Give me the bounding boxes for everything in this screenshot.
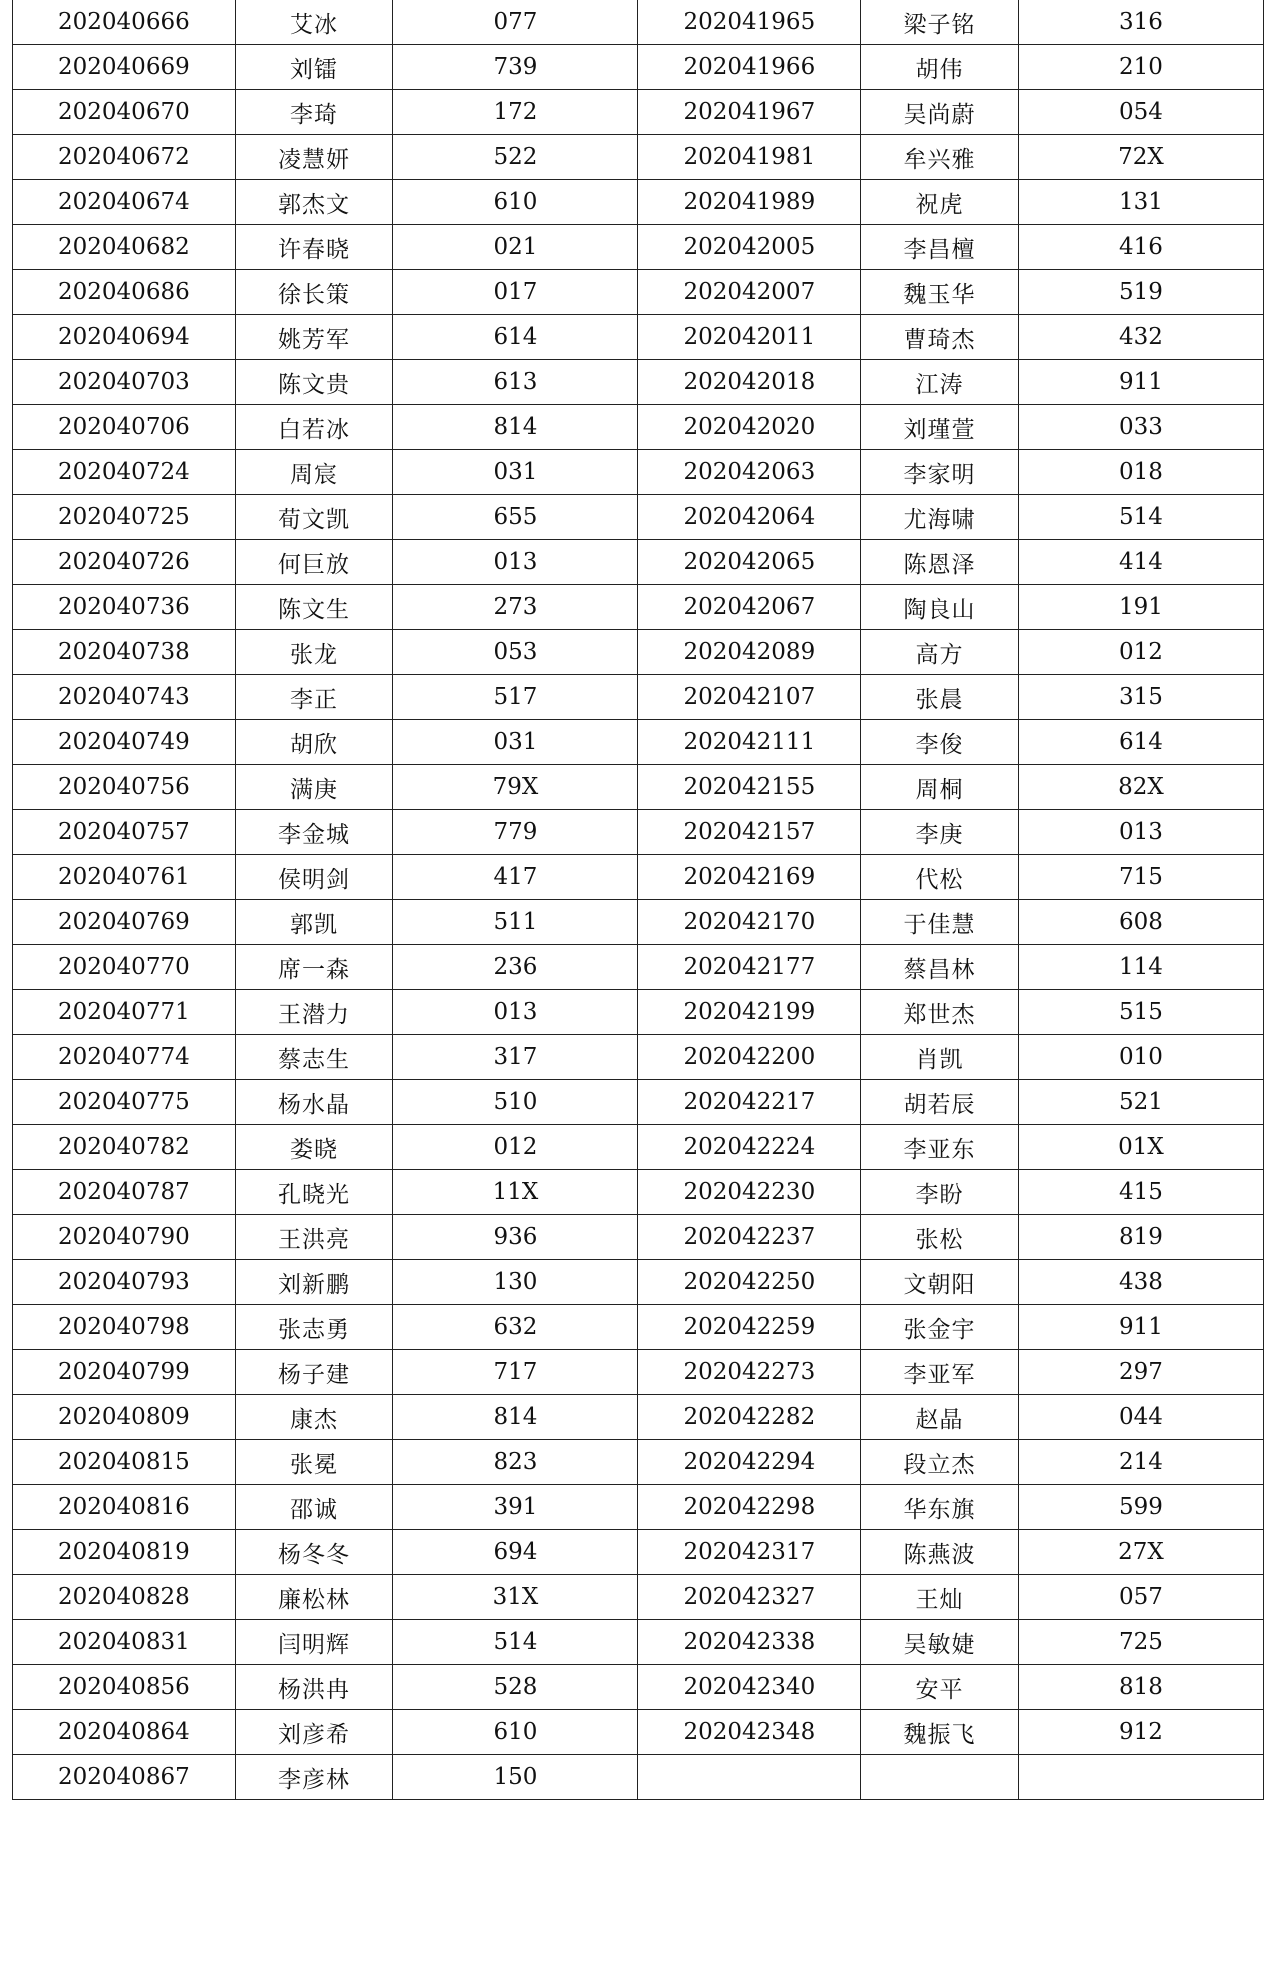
exam-number-cell: 202040809 xyxy=(13,1395,236,1440)
name-cell: 赵晶 xyxy=(861,1395,1019,1440)
id-suffix-cell: 053 xyxy=(393,630,638,675)
name-cell: 尤海啸 xyxy=(861,495,1019,540)
exam-number-cell: 202040743 xyxy=(13,675,236,720)
exam-number-cell: 202042348 xyxy=(638,1710,861,1755)
name-cell: 李亚军 xyxy=(861,1350,1019,1395)
exam-number-cell: 202040674 xyxy=(13,180,236,225)
table-row xyxy=(13,900,1264,945)
id-suffix-cell: 210 xyxy=(1018,45,1263,90)
table-row xyxy=(13,765,1264,810)
exam-number-cell: 202042107 xyxy=(638,675,861,720)
name-cell: 侯明剑 xyxy=(235,855,393,900)
id-suffix-cell: 79X xyxy=(393,765,638,810)
id-suffix-cell: 417 xyxy=(393,855,638,900)
name-cell: 王灿 xyxy=(861,1575,1019,1620)
name-cell: 于佳慧 xyxy=(861,900,1019,945)
exam-number-cell: 202042067 xyxy=(638,585,861,630)
exam-number-cell: 202042170 xyxy=(638,900,861,945)
exam-number-cell: 202040775 xyxy=(13,1080,236,1125)
name-cell: 李琦 xyxy=(235,90,393,135)
name-cell: 高方 xyxy=(861,630,1019,675)
exam-number-cell: 202040771 xyxy=(13,990,236,1035)
name-cell: 周宸 xyxy=(235,450,393,495)
table-row xyxy=(13,1260,1264,1305)
exam-number-cell: 202042005 xyxy=(638,225,861,270)
table-row xyxy=(13,1125,1264,1170)
name-cell: 郭凯 xyxy=(235,900,393,945)
exam-number-cell: 202042020 xyxy=(638,405,861,450)
id-suffix-cell: 01X xyxy=(1018,1125,1263,1170)
exam-number-cell: 202042217 xyxy=(638,1080,861,1125)
exam-number-cell: 202040669 xyxy=(13,45,236,90)
exam-number-cell: 202040726 xyxy=(13,540,236,585)
table-row xyxy=(13,945,1264,990)
id-suffix-cell: 017 xyxy=(393,270,638,315)
id-suffix-cell: 31X xyxy=(393,1575,638,1620)
name-cell: 段立杰 xyxy=(861,1440,1019,1485)
table-row xyxy=(13,1575,1264,1620)
exam-number-cell: 202040815 xyxy=(13,1440,236,1485)
name-cell: 徐长策 xyxy=(235,270,393,315)
name-cell: 邵诚 xyxy=(235,1485,393,1530)
exam-number-cell: 202042327 xyxy=(638,1575,861,1620)
name-cell: 张松 xyxy=(861,1215,1019,1260)
table-row xyxy=(13,1485,1264,1530)
exam-number-cell: 202042317 xyxy=(638,1530,861,1575)
id-suffix-cell: 077 xyxy=(393,0,638,45)
id-suffix-cell: 013 xyxy=(393,990,638,1035)
id-suffix-cell: 814 xyxy=(393,405,638,450)
table-row xyxy=(13,135,1264,180)
name-cell: 张金宇 xyxy=(861,1305,1019,1350)
id-suffix-cell: 814 xyxy=(393,1395,638,1440)
name-cell: 陈文生 xyxy=(235,585,393,630)
exam-number-cell: 202041989 xyxy=(638,180,861,225)
id-suffix-cell: 114 xyxy=(1018,945,1263,990)
name-cell: 陈文贵 xyxy=(235,360,393,405)
exam-number-cell: 202040790 xyxy=(13,1215,236,1260)
table-row xyxy=(13,1665,1264,1710)
id-suffix-cell: 031 xyxy=(393,720,638,765)
exam-number-cell: 202040828 xyxy=(13,1575,236,1620)
exam-number-cell: 202040769 xyxy=(13,900,236,945)
id-suffix-cell: 608 xyxy=(1018,900,1263,945)
name-cell: 刘彦希 xyxy=(235,1710,393,1755)
name-cell: 李亚东 xyxy=(861,1125,1019,1170)
id-suffix-cell: 818 xyxy=(1018,1665,1263,1710)
exam-number-cell: 202042063 xyxy=(638,450,861,495)
table-row xyxy=(13,1755,1264,1800)
exam-number-cell: 202042259 xyxy=(638,1305,861,1350)
name-cell: 李盼 xyxy=(861,1170,1019,1215)
exam-number-cell: 202041966 xyxy=(638,45,861,90)
table-row xyxy=(13,90,1264,135)
name-cell: 周桐 xyxy=(861,765,1019,810)
id-suffix-cell: 613 xyxy=(393,360,638,405)
id-suffix-cell: 517 xyxy=(393,675,638,720)
id-suffix-cell: 819 xyxy=(1018,1215,1263,1260)
exam-number-cell: 202042065 xyxy=(638,540,861,585)
exam-number-cell: 202042169 xyxy=(638,855,861,900)
id-suffix-cell: 823 xyxy=(393,1440,638,1485)
name-cell: 刘瑾萱 xyxy=(861,405,1019,450)
id-suffix-cell: 273 xyxy=(393,585,638,630)
name-cell: 艾冰 xyxy=(235,0,393,45)
name-cell: 杨水晶 xyxy=(235,1080,393,1125)
name-cell: 张冕 xyxy=(235,1440,393,1485)
exam-number-cell: 202040757 xyxy=(13,810,236,855)
id-suffix-cell: 021 xyxy=(393,225,638,270)
exam-number-cell: 202041967 xyxy=(638,90,861,135)
id-suffix-cell: 911 xyxy=(1018,1305,1263,1350)
name-cell: 张龙 xyxy=(235,630,393,675)
name-cell: 李庚 xyxy=(861,810,1019,855)
name-cell: 李家明 xyxy=(861,450,1019,495)
exam-number-cell: 202042018 xyxy=(638,360,861,405)
table-row xyxy=(13,1620,1264,1665)
name-cell: 白若冰 xyxy=(235,405,393,450)
exam-number-cell: 202042157 xyxy=(638,810,861,855)
id-suffix-cell: 130 xyxy=(393,1260,638,1305)
table-row xyxy=(13,1440,1264,1485)
name-cell: 代松 xyxy=(861,855,1019,900)
id-suffix-cell: 416 xyxy=(1018,225,1263,270)
id-suffix-cell: 717 xyxy=(393,1350,638,1395)
name-cell: 满庚 xyxy=(235,765,393,810)
id-suffix-cell: 715 xyxy=(1018,855,1263,900)
id-suffix-cell: 150 xyxy=(393,1755,638,1800)
name-cell: 李彦林 xyxy=(235,1755,393,1800)
id-suffix-cell: 415 xyxy=(1018,1170,1263,1215)
exam-number-cell: 202042007 xyxy=(638,270,861,315)
table-row xyxy=(13,225,1264,270)
id-suffix-cell: 515 xyxy=(1018,990,1263,1035)
name-cell: 张晨 xyxy=(861,675,1019,720)
table-row xyxy=(13,990,1264,1035)
exam-number-cell: 202040738 xyxy=(13,630,236,675)
exam-number-cell: 202040724 xyxy=(13,450,236,495)
exam-number-cell: 202040770 xyxy=(13,945,236,990)
table-row xyxy=(13,1530,1264,1575)
name-cell: 王洪亮 xyxy=(235,1215,393,1260)
roster-table xyxy=(12,0,1264,1800)
exam-number-cell: 202040799 xyxy=(13,1350,236,1395)
table-row xyxy=(13,0,1264,45)
exam-number-cell: 202042224 xyxy=(638,1125,861,1170)
name-cell: 肖凯 xyxy=(861,1035,1019,1080)
exam-number-cell: 202042294 xyxy=(638,1440,861,1485)
id-suffix-cell: 632 xyxy=(393,1305,638,1350)
exam-number-cell: 202040686 xyxy=(13,270,236,315)
id-suffix-cell: 528 xyxy=(393,1665,638,1710)
exam-number-cell: 202042230 xyxy=(638,1170,861,1215)
id-suffix-cell: 414 xyxy=(1018,540,1263,585)
name-cell: 李俊 xyxy=(861,720,1019,765)
table-row xyxy=(13,180,1264,225)
id-suffix-cell: 316 xyxy=(1018,0,1263,45)
name-cell: 孔晓光 xyxy=(235,1170,393,1215)
exam-number-cell: 202040749 xyxy=(13,720,236,765)
table-row xyxy=(13,675,1264,720)
name-cell: 郭杰文 xyxy=(235,180,393,225)
id-suffix-cell: 614 xyxy=(1018,720,1263,765)
name-cell: 牟兴雅 xyxy=(861,135,1019,180)
name-cell: 许春晓 xyxy=(235,225,393,270)
table-row xyxy=(13,585,1264,630)
id-suffix-cell: 11X xyxy=(393,1170,638,1215)
exam-number-cell: 202042199 xyxy=(638,990,861,1035)
id-suffix-cell: 297 xyxy=(1018,1350,1263,1395)
id-suffix-cell: 72X xyxy=(1018,135,1263,180)
name-cell: 姚芳军 xyxy=(235,315,393,360)
id-suffix-cell: 012 xyxy=(1018,630,1263,675)
exam-number-cell: 202042340 xyxy=(638,1665,861,1710)
exam-number-cell: 202040819 xyxy=(13,1530,236,1575)
name-cell: 江涛 xyxy=(861,360,1019,405)
id-suffix-cell: 033 xyxy=(1018,405,1263,450)
exam-number-cell: 202041965 xyxy=(638,0,861,45)
exam-number-cell: 202040666 xyxy=(13,0,236,45)
id-suffix-cell: 655 xyxy=(393,495,638,540)
name-cell: 杨洪冉 xyxy=(235,1665,393,1710)
exam-number-cell: 202040670 xyxy=(13,90,236,135)
name-cell: 蔡志生 xyxy=(235,1035,393,1080)
exam-number-cell: 202040672 xyxy=(13,135,236,180)
name-cell: 陈恩泽 xyxy=(861,540,1019,585)
name-cell: 李金城 xyxy=(235,810,393,855)
table-row xyxy=(13,1710,1264,1755)
name-cell: 胡若辰 xyxy=(861,1080,1019,1125)
table-row xyxy=(13,855,1264,900)
id-suffix-cell xyxy=(1018,1755,1263,1800)
id-suffix-cell: 018 xyxy=(1018,450,1263,495)
id-suffix-cell: 912 xyxy=(1018,1710,1263,1755)
id-suffix-cell: 131 xyxy=(1018,180,1263,225)
exam-number-cell: 202040694 xyxy=(13,315,236,360)
name-cell: 杨子建 xyxy=(235,1350,393,1395)
name-cell: 胡欣 xyxy=(235,720,393,765)
id-suffix-cell: 438 xyxy=(1018,1260,1263,1305)
table-row xyxy=(13,540,1264,585)
exam-number-cell: 202042338 xyxy=(638,1620,861,1665)
exam-number-cell: 202040787 xyxy=(13,1170,236,1215)
table-row xyxy=(13,1395,1264,1440)
name-cell: 华东旗 xyxy=(861,1485,1019,1530)
name-cell: 刘新鹏 xyxy=(235,1260,393,1305)
name-cell: 蔡昌林 xyxy=(861,945,1019,990)
exam-number-cell: 202040793 xyxy=(13,1260,236,1305)
id-suffix-cell: 010 xyxy=(1018,1035,1263,1080)
exam-number-cell: 202041981 xyxy=(638,135,861,180)
name-cell: 安平 xyxy=(861,1665,1019,1710)
roster-sheet xyxy=(12,0,1264,1800)
id-suffix-cell: 214 xyxy=(1018,1440,1263,1485)
exam-number-cell: 202042237 xyxy=(638,1215,861,1260)
id-suffix-cell: 614 xyxy=(393,315,638,360)
name-cell: 祝虎 xyxy=(861,180,1019,225)
name-cell: 陶良山 xyxy=(861,585,1019,630)
id-suffix-cell: 82X xyxy=(1018,765,1263,810)
name-cell: 李昌檀 xyxy=(861,225,1019,270)
table-row xyxy=(13,1080,1264,1125)
table-row xyxy=(13,1170,1264,1215)
id-suffix-cell: 432 xyxy=(1018,315,1263,360)
id-suffix-cell: 172 xyxy=(393,90,638,135)
name-cell: 闫明辉 xyxy=(235,1620,393,1665)
id-suffix-cell: 599 xyxy=(1018,1485,1263,1530)
exam-number-cell: 202042282 xyxy=(638,1395,861,1440)
exam-number-cell: 202042111 xyxy=(638,720,861,765)
name-cell: 魏振飞 xyxy=(861,1710,1019,1755)
id-suffix-cell: 315 xyxy=(1018,675,1263,720)
table-row xyxy=(13,360,1264,405)
name-cell: 廉松林 xyxy=(235,1575,393,1620)
id-suffix-cell: 511 xyxy=(393,900,638,945)
roster-table-body xyxy=(13,0,1264,1800)
table-row xyxy=(13,405,1264,450)
id-suffix-cell: 012 xyxy=(393,1125,638,1170)
name-cell: 凌慧妍 xyxy=(235,135,393,180)
name-cell: 张志勇 xyxy=(235,1305,393,1350)
id-suffix-cell: 694 xyxy=(393,1530,638,1575)
exam-number-cell: 202040756 xyxy=(13,765,236,810)
id-suffix-cell: 739 xyxy=(393,45,638,90)
exam-number-cell: 202042250 xyxy=(638,1260,861,1305)
table-row xyxy=(13,630,1264,675)
id-suffix-cell: 610 xyxy=(393,1710,638,1755)
name-cell: 荀文凯 xyxy=(235,495,393,540)
id-suffix-cell: 054 xyxy=(1018,90,1263,135)
id-suffix-cell: 725 xyxy=(1018,1620,1263,1665)
exam-number-cell: 202042064 xyxy=(638,495,861,540)
id-suffix-cell: 514 xyxy=(393,1620,638,1665)
id-suffix-cell: 031 xyxy=(393,450,638,495)
id-suffix-cell: 236 xyxy=(393,945,638,990)
exam-number-cell: 202040774 xyxy=(13,1035,236,1080)
name-cell: 陈燕波 xyxy=(861,1530,1019,1575)
table-row xyxy=(13,810,1264,855)
name-cell: 刘镭 xyxy=(235,45,393,90)
table-row xyxy=(13,720,1264,765)
exam-number-cell: 202042298 xyxy=(638,1485,861,1530)
table-row xyxy=(13,1215,1264,1260)
exam-number-cell: 202040682 xyxy=(13,225,236,270)
id-suffix-cell: 510 xyxy=(393,1080,638,1125)
id-suffix-cell: 013 xyxy=(1018,810,1263,855)
table-row xyxy=(13,1305,1264,1350)
name-cell: 文朝阳 xyxy=(861,1260,1019,1305)
id-suffix-cell: 610 xyxy=(393,180,638,225)
name-cell: 胡伟 xyxy=(861,45,1019,90)
exam-number-cell: 202040831 xyxy=(13,1620,236,1665)
name-cell: 梁子铭 xyxy=(861,0,1019,45)
exam-number-cell: 202042011 xyxy=(638,315,861,360)
id-suffix-cell: 779 xyxy=(393,810,638,855)
id-suffix-cell: 936 xyxy=(393,1215,638,1260)
table-row xyxy=(13,495,1264,540)
exam-number-cell: 202042273 xyxy=(638,1350,861,1395)
exam-number-cell: 202040725 xyxy=(13,495,236,540)
id-suffix-cell: 391 xyxy=(393,1485,638,1530)
id-suffix-cell: 911 xyxy=(1018,360,1263,405)
name-cell: 郑世杰 xyxy=(861,990,1019,1035)
exam-number-cell: 202042200 xyxy=(638,1035,861,1080)
exam-number-cell: 202040736 xyxy=(13,585,236,630)
id-suffix-cell: 522 xyxy=(393,135,638,180)
table-row xyxy=(13,315,1264,360)
table-row xyxy=(13,45,1264,90)
table-row xyxy=(13,1035,1264,1080)
name-cell: 曹琦杰 xyxy=(861,315,1019,360)
name-cell: 娄晓 xyxy=(235,1125,393,1170)
table-row xyxy=(13,450,1264,495)
table-row xyxy=(13,1350,1264,1395)
exam-number-cell: 202040706 xyxy=(13,405,236,450)
exam-number-cell: 202040867 xyxy=(13,1755,236,1800)
id-suffix-cell: 044 xyxy=(1018,1395,1263,1440)
name-cell: 魏玉华 xyxy=(861,270,1019,315)
name-cell: 席一森 xyxy=(235,945,393,990)
table-row xyxy=(13,270,1264,315)
exam-number-cell: 202040798 xyxy=(13,1305,236,1350)
exam-number-cell: 202040856 xyxy=(13,1665,236,1710)
name-cell: 吴尚蔚 xyxy=(861,90,1019,135)
name-cell: 何巨放 xyxy=(235,540,393,585)
exam-number-cell: 202040864 xyxy=(13,1710,236,1755)
exam-number-cell: 202042155 xyxy=(638,765,861,810)
exam-number-cell: 202042089 xyxy=(638,630,861,675)
id-suffix-cell: 521 xyxy=(1018,1080,1263,1125)
id-suffix-cell: 191 xyxy=(1018,585,1263,630)
id-suffix-cell: 27X xyxy=(1018,1530,1263,1575)
name-cell xyxy=(861,1755,1019,1800)
exam-number-cell: 202040816 xyxy=(13,1485,236,1530)
name-cell: 杨冬冬 xyxy=(235,1530,393,1575)
name-cell: 吴敏婕 xyxy=(861,1620,1019,1665)
exam-number-cell: 202040761 xyxy=(13,855,236,900)
exam-number-cell: 202040782 xyxy=(13,1125,236,1170)
id-suffix-cell: 317 xyxy=(393,1035,638,1080)
id-suffix-cell: 519 xyxy=(1018,270,1263,315)
name-cell: 康杰 xyxy=(235,1395,393,1440)
id-suffix-cell: 013 xyxy=(393,540,638,585)
id-suffix-cell: 057 xyxy=(1018,1575,1263,1620)
name-cell: 李正 xyxy=(235,675,393,720)
exam-number-cell xyxy=(638,1755,861,1800)
exam-number-cell: 202042177 xyxy=(638,945,861,990)
name-cell: 王潜力 xyxy=(235,990,393,1035)
id-suffix-cell: 514 xyxy=(1018,495,1263,540)
exam-number-cell: 202040703 xyxy=(13,360,236,405)
